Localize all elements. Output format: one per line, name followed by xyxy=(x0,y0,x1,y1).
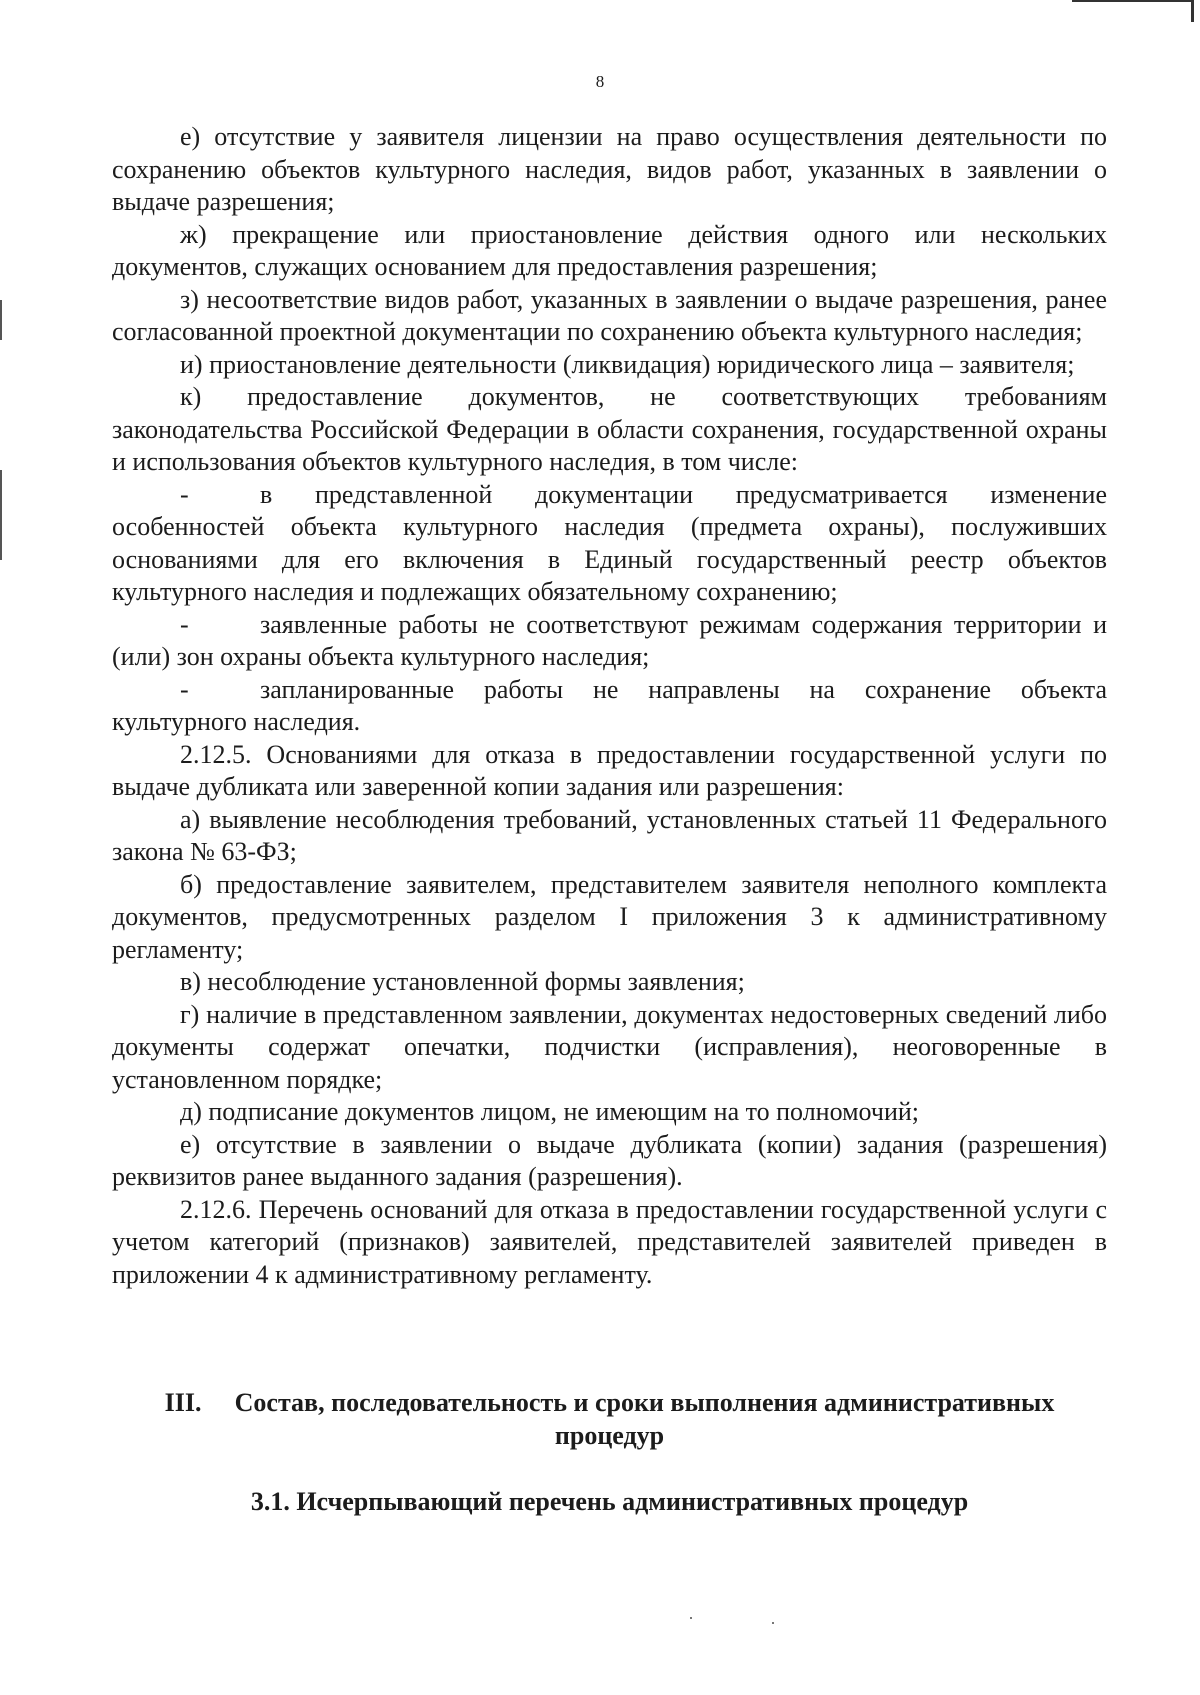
paragraph-text: 2.12.6. Перечень оснований для отказа в предоставлении государственной услуги с учетом категорий (признаков) заявителей, представителей заявителей приведен в приложении 4 к административному регламенту. xyxy=(112,1194,1107,1289)
list-dash: - xyxy=(180,674,189,704)
paragraph-text: ж) прекращение или приостановление действия одного или нескольких документов, служащих основанием для предоставления разрешения; xyxy=(112,219,1107,281)
scan-edge-mark xyxy=(0,470,2,560)
paragraph xyxy=(112,869,1107,967)
paragraph-text: б) предоставление заявителем, представителем заявителя неполного комплекта документов, предусмотренных разделом I приложения 3 к административному регламенту; xyxy=(112,869,1107,964)
list-dash: - xyxy=(180,479,189,509)
paragraph-text: запланированные работы не направлены на сохранение объекта культурного наследия. xyxy=(112,674,1107,736)
section-number: III. xyxy=(164,1388,202,1417)
paragraph-text: заявленные работы не соответствуют режимам содержания территории и (или) зон охраны объекта культурного наследия; xyxy=(112,609,1107,671)
paragraph-text: е) отсутствие в заявлении о выдаче дубликата (копии) задания (разрешения) реквизитов ранее выданного задания (разрешения). xyxy=(112,1129,1107,1191)
paragraph xyxy=(112,121,1107,219)
paragraph xyxy=(112,966,1107,999)
paragraph xyxy=(112,739,1107,804)
paragraph-text: 2.12.5. Основаниями для отказа в предоставлении государственной услуги по выдаче дубликата или заверенной копии задания или разрешения: xyxy=(112,739,1107,801)
paragraph-text: в представленной документации предусматривается изменение особенностей объекта культурного наследия (предмета охраны), послуживших основаниями для его включения в Единый государственный реестр объектов культурного наследия и подлежащих обязательному сохранению; xyxy=(112,479,1107,606)
section-heading xyxy=(112,1387,1107,1452)
paragraph xyxy=(112,999,1107,1097)
scan-edge-mark xyxy=(0,300,2,340)
list-dash: - xyxy=(180,609,189,639)
scan-edge-mark xyxy=(1191,0,1194,22)
paragraph-text: з) несоответствие видов работ, указанных в заявлении о выдаче разрешения, ранее согласованной проектной документации по сохранению объекта культурного наследия; xyxy=(112,284,1107,346)
paragraph-text: е) отсутствие у заявителя лицензии на право осуществления деятельности по сохранению объектов культурного наследия, видов работ, указанных в заявлении о выдаче разрешения; xyxy=(112,122,1107,216)
paragraph-text: к) предоставление документов, не соответствующих требованиям законодательства Российской Федерации в области сохранения, государственной охраны и использования объектов культурного наследия, в том числе: xyxy=(112,382,1107,476)
paragraph-text: а) выявление несоблюдения требований, установленных статьей 11 Федерального закона № 63-ФЗ; xyxy=(112,804,1107,866)
paragraph xyxy=(112,219,1107,284)
dash-list-item xyxy=(112,479,1107,609)
scan-edge-mark xyxy=(1072,0,1192,5)
paragraph-text: г) наличие в представленном заявлении, документах недостоверных сведений либо документы содержат опечатки, подчистки (исправления), неоговоренные в установленном порядке; xyxy=(112,999,1107,1094)
paragraph-text: д) подписание документов лицом, не имеющим на то полномочий; xyxy=(180,1097,920,1126)
section-title: Состав, последовательность и сроки выполнения административных процедур xyxy=(234,1388,1055,1450)
dash-list-item xyxy=(112,609,1107,674)
paragraph xyxy=(112,284,1107,349)
paragraph xyxy=(112,1194,1107,1292)
paragraph xyxy=(112,1096,1107,1129)
document-body xyxy=(112,121,1107,1291)
scan-speck xyxy=(690,1617,692,1619)
paragraph xyxy=(112,1129,1107,1194)
paragraph xyxy=(112,804,1107,869)
scan-speck xyxy=(772,1622,774,1624)
paragraph-text: в) несоблюдение установленной формы заявления; xyxy=(180,967,745,996)
dash-list-item xyxy=(112,674,1107,739)
paragraph xyxy=(112,349,1107,382)
subsection-heading: 3.1. Исчерпывающий перечень административных процедур xyxy=(250,1487,969,1516)
paragraph xyxy=(112,381,1107,479)
page-number: 8 xyxy=(595,72,605,91)
paragraph-text: и) приостановление деятельности (ликвидация) юридического лица – заявителя; xyxy=(180,349,1075,379)
